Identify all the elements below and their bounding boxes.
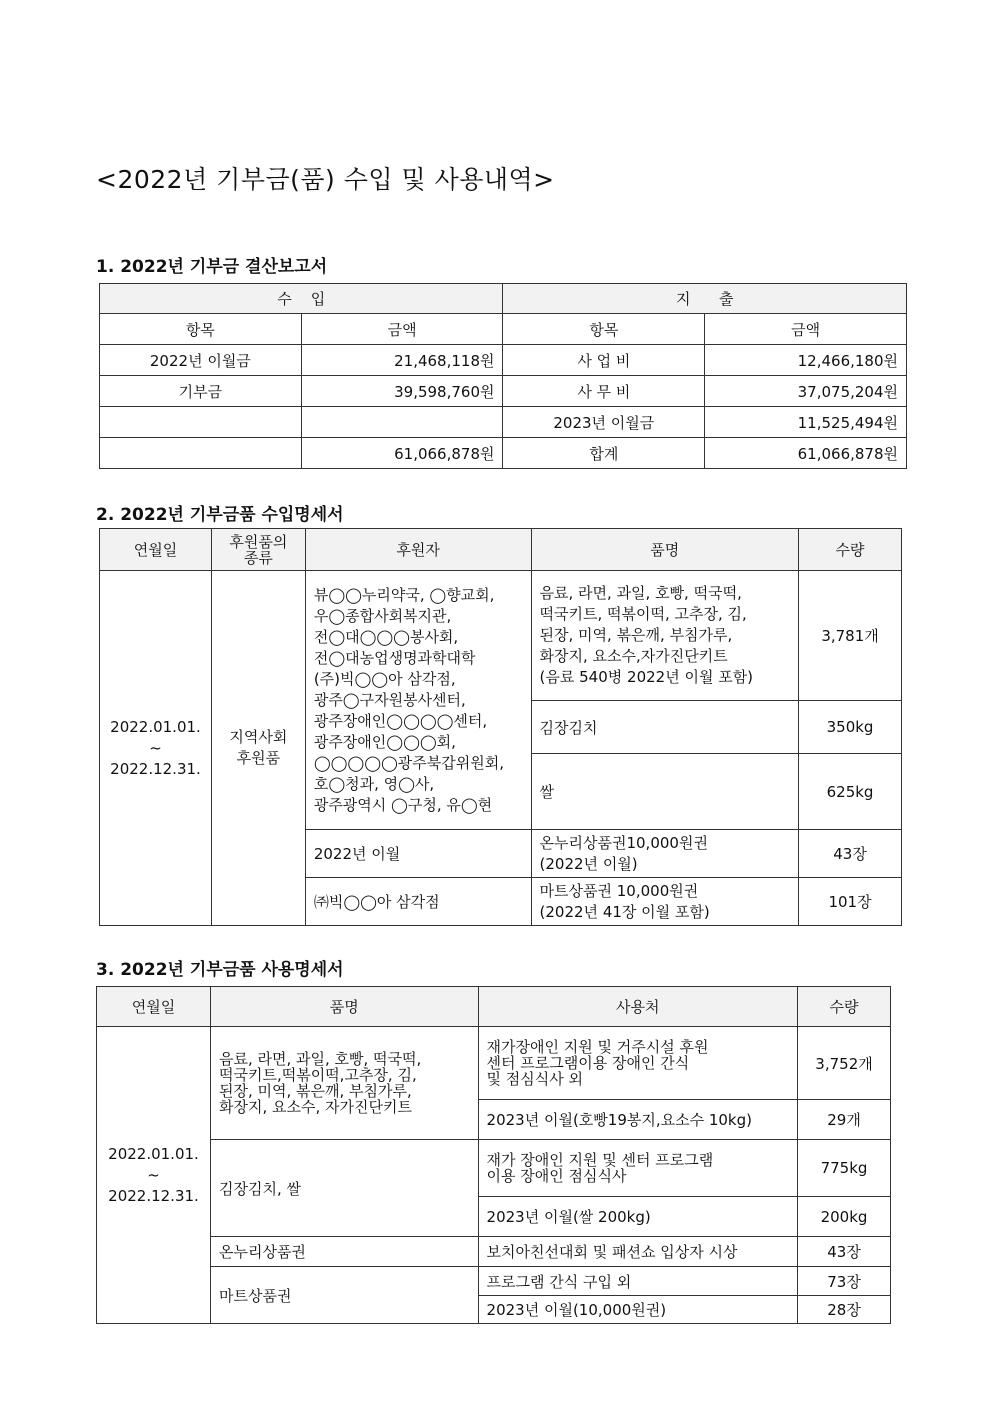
expense-amount: 12,466,180원 — [705, 345, 907, 376]
qty-cell: 625kg — [799, 754, 902, 830]
total-row — [100, 438, 907, 469]
settlement-table — [99, 283, 907, 469]
usage-cell: 2023년 이월(호빵19봉지,요소수 10kg) — [478, 1100, 798, 1140]
qty-cell: 350kg — [799, 701, 902, 754]
table-row — [100, 345, 907, 376]
usage-cell: 2023년 이월(10,000원권) — [478, 1296, 798, 1324]
expense-item: 2023년 이월금 — [503, 407, 705, 438]
section-1-heading: 1. 2022년 기부금 결산보고서 — [96, 257, 328, 277]
usage-cell: 재가장애인 지원 및 거주시설 후원 센터 프로그램이용 장애인 간식 및 점심식사 외 — [478, 1027, 798, 1100]
donor-cell: 2022년 이월 — [305, 830, 531, 878]
col-usage: 사용처 — [478, 987, 798, 1027]
item-name-cell: 김장김치, 쌀 — [210, 1140, 478, 1237]
qty-cell: 200kg — [798, 1197, 891, 1237]
item-name-cell: 마트상품권 10,000원권 (2022년 41장 이월 포함) — [531, 878, 799, 926]
expense-item: 합계 — [503, 438, 705, 469]
col-qty: 수량 — [799, 529, 902, 571]
usage-cell: 프로그램 간식 구입 외 — [478, 1267, 798, 1296]
col-kind: 후원품의 종류 — [211, 529, 305, 571]
period-cell: 2022.01.01. ~ 2022.12.31. — [100, 571, 212, 926]
table-row — [97, 1027, 891, 1100]
income-item — [100, 438, 302, 469]
table-row — [97, 1267, 891, 1296]
qty-cell: 29개 — [798, 1100, 891, 1140]
table-row — [100, 571, 902, 701]
qty-cell: 3,781개 — [799, 571, 902, 701]
col-item-name: 품명 — [210, 987, 478, 1027]
expense-item: 사 무 비 — [503, 376, 705, 407]
income-total: 61,066,878원 — [301, 438, 503, 469]
expense-amount: 37,075,204원 — [705, 376, 907, 407]
usage-cell: 재가 장애인 지원 및 센터 프로그램 이용 장애인 점심식사 — [478, 1140, 798, 1197]
col-donor: 후원자 — [305, 529, 531, 571]
item-name-cell: 음료, 라면, 과일, 호빵, 떡국떡, 떡국키트, 떡볶이떡, 고추장, 김, 된장, 미역, 볶은깨, 부침가루, 화장지, 요소수,자가진단키트 (음료 540병 2022년 이월 포함) — [531, 571, 799, 701]
col-item: 항목 — [100, 314, 302, 345]
qty-cell: 43장 — [798, 1237, 891, 1267]
donors-cell: 뷰◯◯누리약국, ◯향교회, 우◯종합사회복지관, 전◯대◯◯◯봉사회, 전◯대농업생명과학대학 (주)빅◯◯아 삼각점, 광주◯구자원봉사센터, 광주장애인◯◯◯◯센터, 광주장애인◯◯◯회, ◯◯◯◯◯광주북갑위원회, 호◯청과, 영◯사, 광주광역시 ◯구청, 유◯현 — [305, 571, 531, 830]
qty-cell: 101장 — [799, 878, 902, 926]
col-amount: 금액 — [705, 314, 907, 345]
item-name-cell: 온누리상품권10,000원권 (2022년 이월) — [531, 830, 799, 878]
income-amount: 21,468,118원 — [301, 345, 503, 376]
qty-cell: 3,752개 — [798, 1027, 891, 1100]
qty-cell: 43장 — [799, 830, 902, 878]
donor-cell: ㈜빅◯◯아 삼각점 — [305, 878, 531, 926]
qty-cell: 28장 — [798, 1296, 891, 1324]
item-name-cell: 온누리상품권 — [210, 1237, 478, 1267]
table-row — [100, 407, 907, 438]
col-date: 연월일 — [100, 529, 212, 571]
col-amount: 금액 — [301, 314, 503, 345]
income-item: 기부금 — [100, 376, 302, 407]
item-name-cell: 마트상품권 — [210, 1267, 478, 1324]
kind-cell: 지역사회 후원품 — [211, 571, 305, 926]
section-3-heading: 3. 2022년 기부금품 사용명세서 — [96, 960, 344, 980]
usage-detail-table — [96, 986, 891, 1324]
income-amount: 39,598,760원 — [301, 376, 503, 407]
col-item: 항목 — [503, 314, 705, 345]
col-item-name: 품명 — [531, 529, 799, 571]
col-qty: 수량 — [798, 987, 891, 1027]
page-title: <2022년 기부금(품) 수입 및 사용내역> — [96, 165, 555, 194]
expense-item: 사 업 비 — [503, 345, 705, 376]
item-name-cell: 음료, 라면, 과일, 호빵, 떡국떡, 떡국키트,떡볶이떡,고추장, 김, 된장, 미역, 볶은깨, 부침가루, 화장지, 요소수, 자가진단키트 — [210, 1027, 478, 1140]
expense-total: 61,066,878원 — [705, 438, 907, 469]
table-row — [100, 376, 907, 407]
qty-cell: 73장 — [798, 1267, 891, 1296]
usage-cell: 보치아친선대회 및 패션쇼 입상자 시상 — [478, 1237, 798, 1267]
expense-header: 지 출 — [503, 284, 907, 314]
section-2-heading: 2. 2022년 기부금품 수입명세서 — [96, 505, 344, 525]
qty-cell: 775kg — [798, 1140, 891, 1197]
expense-amount: 11,525,494원 — [705, 407, 907, 438]
period-cell: 2022.01.01. ~ 2022.12.31. — [97, 1027, 211, 1324]
income-item: 2022년 이월금 — [100, 345, 302, 376]
col-date: 연월일 — [97, 987, 211, 1027]
income-amount — [301, 407, 503, 438]
income-detail-table — [99, 528, 902, 926]
table-row — [97, 1237, 891, 1267]
item-name-cell: 김장김치 — [531, 701, 799, 754]
income-item — [100, 407, 302, 438]
table-row — [97, 1140, 891, 1197]
item-name-cell: 쌀 — [531, 754, 799, 830]
usage-cell: 2023년 이월(쌀 200kg) — [478, 1197, 798, 1237]
income-header: 수 입 — [100, 284, 503, 314]
